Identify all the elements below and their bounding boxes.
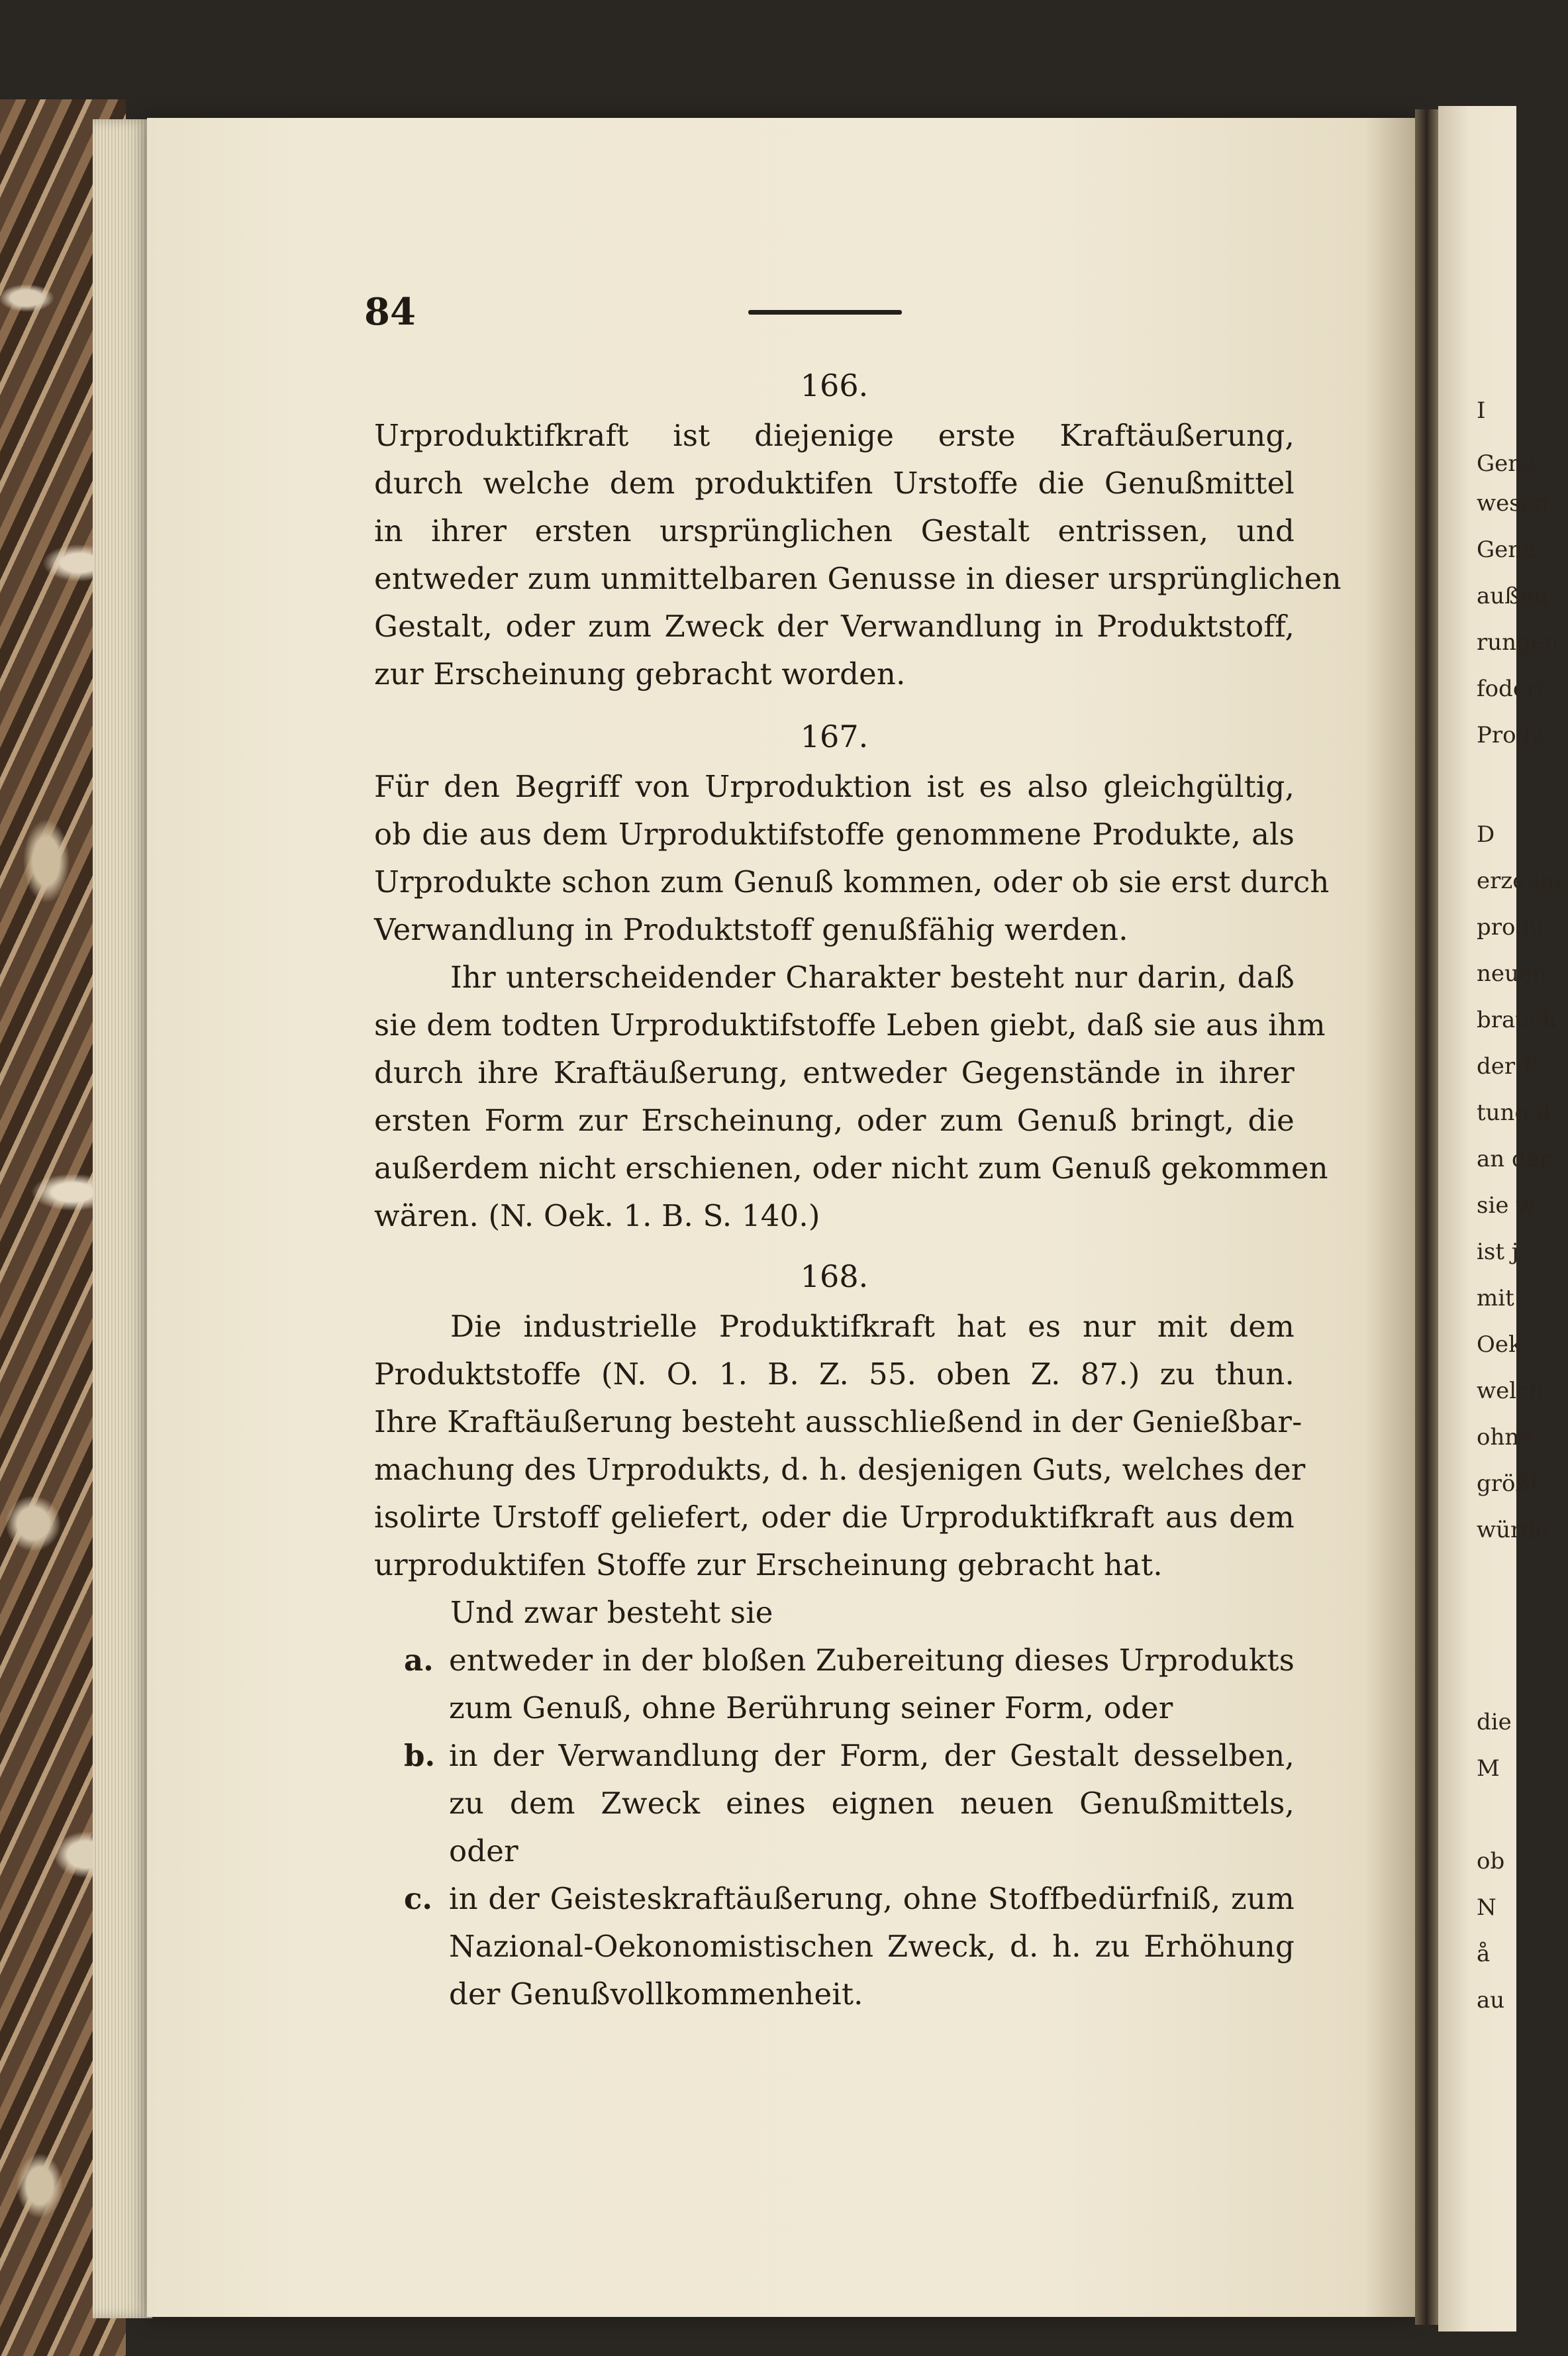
text-line: Ihr unterscheidender Charakter besteht nur darin, daß <box>450 960 1295 995</box>
facing-fragment: brauch <box>1477 1007 1557 1033</box>
text-line: ersten Form zur Erscheinung, oder zum Genuß bringt, die <box>374 1103 1295 1138</box>
section-number: 168. <box>800 1258 869 1294</box>
list-item-label: c. <box>404 1881 433 1916</box>
facing-fragment: produ <box>1477 914 1545 941</box>
text-line: machung des Urprodukts, d. h. desjenigen Guts, welches der <box>374 1452 1306 1487</box>
facing-fragment: I <box>1477 397 1486 424</box>
facing-fragment: N <box>1477 1894 1496 1921</box>
facing-fragment: erzeuge <box>1477 868 1568 894</box>
facing-fragment: rungen <box>1477 629 1559 656</box>
facing-fragment: Oek <box>1477 1331 1522 1358</box>
facing-fragment: M <box>1477 1755 1500 1782</box>
text-line: in ihrer ersten ursprünglichen Gestalt entrissen, und <box>374 513 1295 548</box>
facing-fragment: der P <box>1477 1053 1538 1080</box>
text-line: Produktstoffe (N. O. 1. B. Z. 55. oben Z. 87.) zu thun. <box>374 1357 1295 1392</box>
facing-fragment: sie w <box>1477 1192 1536 1219</box>
list-item-line: oder <box>449 1833 518 1869</box>
facing-fragment: an der <box>1477 1146 1551 1172</box>
facing-fragment: Produ <box>1477 722 1545 748</box>
section-number: 167. <box>800 719 869 754</box>
facing-fragment: fodert <box>1477 676 1546 702</box>
facing-fragment: wesen <box>1477 490 1549 517</box>
text-line: Urprodukte schon zum Genuß kommen, oder ob sie erst durch <box>374 864 1330 899</box>
facing-fragment: tung d <box>1477 1100 1551 1126</box>
text-line: urproduktifen Stoffe zur Erscheinung gebracht hat. <box>374 1547 1163 1582</box>
list-item-line: zum Genuß, ohne Berührung seiner Form, oder <box>449 1690 1173 1725</box>
facing-fragment: Genü <box>1477 537 1538 563</box>
facing-fragment: außmi <box>1477 583 1548 609</box>
text-line: wären. (N. Oek. 1. B. S. 140.) <box>374 1198 820 1233</box>
facing-fragment: mit <box>1477 1285 1514 1311</box>
facing-fragment: ist j <box>1477 1239 1519 1265</box>
text-line: durch ihre Kraftäußerung, entweder Gegenstände in ihrer <box>374 1055 1295 1090</box>
text-line: Urproduktifkraft ist diejenige erste Kraftäußerung, <box>374 418 1295 453</box>
text-line: Für den Begriff von Urproduktion ist es also gleichgültig, <box>374 769 1295 804</box>
list-item-label: b. <box>404 1738 436 1773</box>
page-edges <box>93 119 152 2318</box>
facing-fragment: welch <box>1477 1378 1544 1404</box>
facing-fragment: D <box>1477 821 1495 848</box>
list-item-label: a. <box>404 1643 434 1678</box>
facing-fragment: ob <box>1477 1848 1505 1874</box>
facing-fragment: würde <box>1477 1517 1549 1543</box>
facing-fragment: au <box>1477 1987 1505 2014</box>
section-number: 166. <box>800 368 869 403</box>
facing-fragment: neuen <box>1477 960 1547 987</box>
facing-fragment: å <box>1477 1941 1491 1967</box>
page-number: 84 <box>364 290 416 334</box>
facing-fragment: ohne <box>1477 1424 1533 1451</box>
list-item-line: in der Verwandlung der Form, der Gestalt desselben, <box>449 1738 1295 1773</box>
text-line: Die industrielle Produktifkraft hat es nur mit dem <box>450 1309 1295 1344</box>
list-item-line: der Genußvollkommenheit. <box>449 1976 863 2012</box>
facing-fragment: Genu <box>1477 450 1538 477</box>
text-line: isolirte Urstoff geliefert, oder die Urproduktifkraft aus dem <box>374 1500 1295 1535</box>
text-line: Und zwar besteht sie <box>450 1595 773 1630</box>
text-line: außerdem nicht erschienen, oder nicht zum Genuß gekommen <box>374 1151 1328 1186</box>
text-line: entweder zum unmittelbaren Genusse in dieser ursprünglichen <box>374 561 1342 596</box>
text-line: ob die aus dem Urproduktifstoffe genommene Produkte, als <box>374 817 1295 852</box>
list-item-line: Nazional-Oekonomistischen Zweck, d. h. zu Erhöhung <box>449 1929 1295 1964</box>
list-item-line: entweder in der bloßen Zubereitung dieses Urprodukts <box>449 1643 1295 1678</box>
header-rule <box>748 310 902 315</box>
text-line: sie dem todten Urproduktifstoffe Leben giebt, daß sie aus ihm <box>374 1007 1326 1043</box>
text-line: Ihre Kraftäußerung besteht ausschließend in der Genießbar- <box>374 1404 1302 1439</box>
facing-page <box>1438 106 1568 2331</box>
text-line: zur Erscheinung gebracht worden. <box>374 656 906 691</box>
text-line: durch welche dem produktifen Urstoffe die Genußmittel <box>374 466 1295 501</box>
facing-fragment: größt <box>1477 1470 1540 1497</box>
list-item-line: in der Geisteskraftäußerung, ohne Stoffbedürfniß, zum <box>449 1881 1295 1916</box>
facing-fragment: die <box>1477 1709 1512 1735</box>
text-line: Gestalt, oder zum Zweck der Verwandlung in Produktstoff, <box>374 609 1295 644</box>
text-line: Verwandlung in Produktstoff genußfähig werden. <box>374 912 1128 947</box>
list-item-line: zu dem Zweck eines eignen neuen Genußmittels, <box>449 1786 1295 1821</box>
book-gutter <box>1415 109 1438 2325</box>
